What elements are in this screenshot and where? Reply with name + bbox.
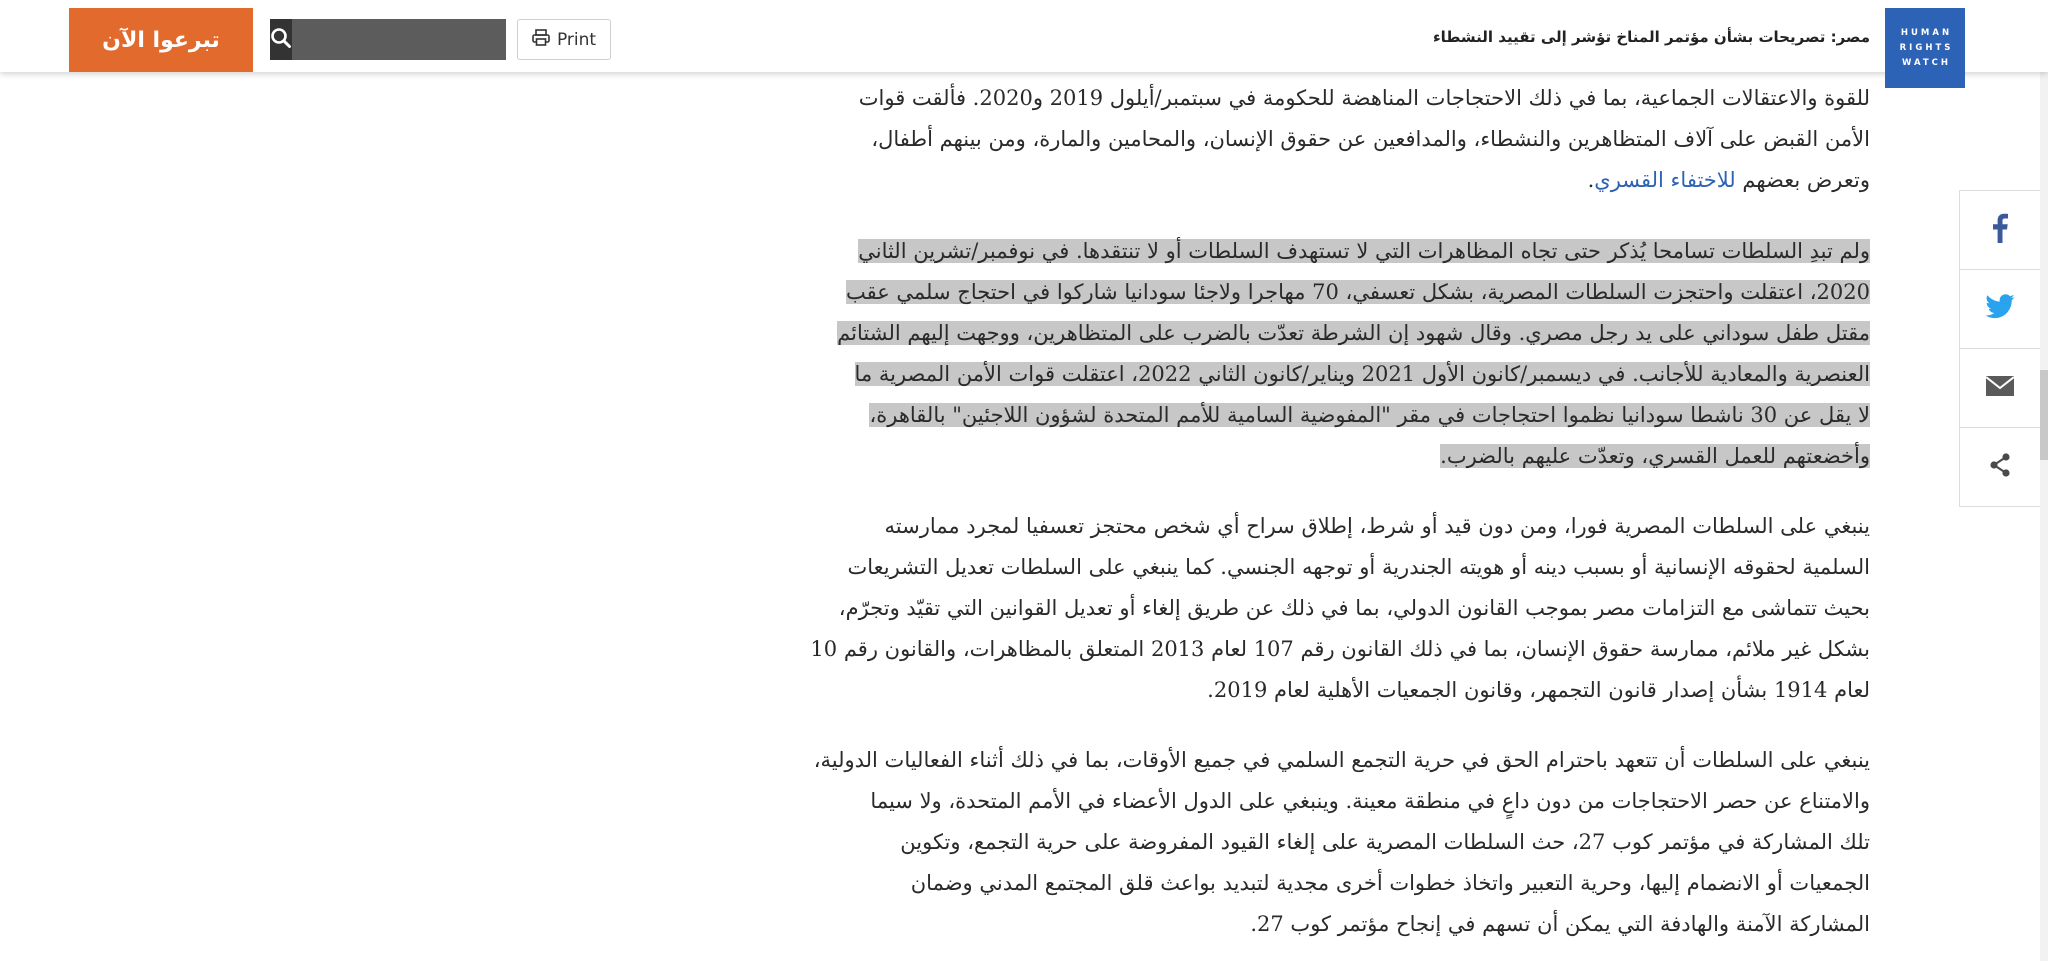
paragraph-line: لعام 1914 بشأن إصدار قانون التجمهر، وقانون الجمعيات الأهلية لعام 2019. — [1207, 678, 1870, 702]
article-paragraph-1 — [850, 78, 1870, 201]
paragraph-line — [845, 272, 1870, 313]
paragraph-line: الأمن القبض على آلاف المتظاهرين والنشطاء، والمدافعين عن حقوق الإنسان، والمحامين والمارة، ومن بينهم أطفال، — [871, 127, 1870, 151]
share-twitter-button[interactable] — [1960, 270, 2040, 349]
email-icon — [1985, 375, 2015, 401]
twitter-icon — [1985, 294, 2015, 324]
scrollbar-thumb[interactable] — [2040, 370, 2048, 460]
share-sidebar — [1959, 190, 2040, 507]
logo-line-2: RIGHTS — [1899, 42, 1954, 53]
facebook-icon — [1992, 213, 2008, 247]
paragraph-line: ينبغي على السلطات المصرية فورا، ومن دون قيد أو شرط، إطلاق سراح أي شخص محتجز تعسفيا لمجرد ممارسته — [884, 514, 1870, 538]
paragraph-text: وتعرض بعضهم — [1735, 168, 1870, 192]
selected-text: 2020، اعتقلت واحتجزت السلطات المصرية، بشكل تعسفي، 70 مهاجرا ولاجئا سودانيا شاركوا في احتجاج سلمي عقب — [845, 280, 1870, 304]
paragraph-line — [850, 160, 1870, 201]
paragraph-line — [850, 231, 1870, 272]
paragraph-line: ينبغي على السلطات أن تتعهد باحترام الحق في حرية التجمع السلمي في جميع الأوقات، بما في ذلك أثناء الفعاليات الدولية، — [813, 748, 1870, 772]
search-button[interactable] — [270, 19, 292, 60]
paragraph-line: للقوة والاعتقالات الجماعية، بما في ذلك الاحتجاجات المناهضة للحكومة في سبتمبر/أيلول 2019 و2020. فألقت قوات — [858, 86, 1870, 110]
paragraph-line — [850, 395, 1870, 436]
selected-text: ولم تبدِ السلطات تسامحا يُذكر حتى تجاه المظاهرات التي لا تستهدف السلطات أو لا تنتقدها. في نوفمبر/تشرين الثاني — [858, 239, 1870, 263]
print-button[interactable] — [517, 19, 611, 60]
printer-icon — [532, 29, 550, 51]
search-icon — [270, 27, 292, 53]
paragraph-line: تلك المشاركة في مؤتمر كوب 27، حث السلطات المصرية على إلغاء القيود المفروضة على حرية التجمع، وتكوين — [900, 830, 1870, 854]
paragraph-line: بحيث تتماشى مع التزامات مصر بموجب القانون الدولي، بما في ذلك عن طريق إلغاء أو تعديل القوانين التي تقيّد وتجرّم، — [838, 596, 1870, 620]
page-scrollbar[interactable] — [2040, 72, 2048, 961]
selected-text: لا يقل عن 30 ناشطا سودانيا نظموا احتجاجات في مقر "المفوضية السامية للأمم المتحدة لشؤون اللاجئين" بالقاهرة، — [869, 403, 1870, 427]
enforced-disappearance-link[interactable]: للاختفاء القسري — [1594, 168, 1736, 192]
paragraph-line: بشكل غير ملائم، ممارسة حقوق الإنسان، بما في ذلك القانون رقم 107 لعام 2013 المتعلق بالمظاهرات، والقانون رقم 10 — [810, 637, 1870, 661]
article-paragraph-3 — [810, 506, 1870, 711]
paragraph-text: . — [1587, 168, 1595, 192]
hrw-logo[interactable] — [1885, 8, 1965, 88]
paragraph-line: المشاركة الآمنة والهادفة التي يمكن أن تسهم في إنجاح مؤتمر كوب 27. — [1250, 912, 1870, 936]
selected-text: وأخضعتهم للعمل القسري، وتعدّت عليهم بالضرب. — [1440, 444, 1870, 468]
paragraph-line: السلمية لحقوقه الإنسانية أو بسبب دينه أو هويته الجندرية أو توجهه الجنسي. كما ينبغي على السلطات تعديل التشريعات — [847, 555, 1870, 579]
logo-line-3: WATCH — [1901, 57, 1952, 68]
site-header — [0, 0, 2048, 72]
share-email-button[interactable] — [1960, 349, 2040, 428]
search-box — [270, 19, 506, 60]
article-paragraph-2-selected — [837, 231, 1870, 477]
article-body — [810, 0, 1870, 961]
selected-text: العنصرية والمعادية للأجانب. في ديسمبر/كانون الأول 2021 ويناير/كانون الثاني 2022، اعتقلت قوات الأمن المصرية ما — [854, 362, 1870, 386]
paragraph-line — [850, 436, 1870, 477]
share-facebook-button[interactable] — [1960, 191, 2040, 270]
paragraph-line: والامتناع عن حصر الاحتجاجات من دون داعٍ في منطقة معينة. وينبغي على الدول الأعضاء في الأمم المتحدة، ولا سيما — [870, 789, 1870, 813]
share-icon — [1987, 452, 2013, 482]
share-more-button[interactable] — [1960, 428, 2040, 506]
paragraph-line — [850, 354, 1870, 395]
donate-button[interactable]: تبرعوا الآن — [69, 8, 253, 72]
print-label: Print — [556, 29, 597, 50]
page-title: مصر: تصريحات بشأن مؤتمر المناخ تؤشر إلى تقييد النشطاء — [1433, 28, 1870, 46]
article-paragraph-4 — [813, 740, 1870, 945]
logo-line-1: HUMAN — [1900, 27, 1953, 38]
search-input[interactable] — [292, 19, 508, 60]
selected-text: مقتل طفل سوداني على يد رجل مصري. وقال شهود إن الشرطة تعدّت بالضرب على المتظاهرين، ووجهت إليهم الشتائم — [837, 321, 1870, 345]
paragraph-line — [837, 313, 1870, 354]
paragraph-line: الجمعيات أو الانضمام إليها، وحرية التعبير واتخاذ خطوات أخرى مجدية لتبديد بواعث قلق المجتمع المدني وضمان — [910, 871, 1870, 895]
